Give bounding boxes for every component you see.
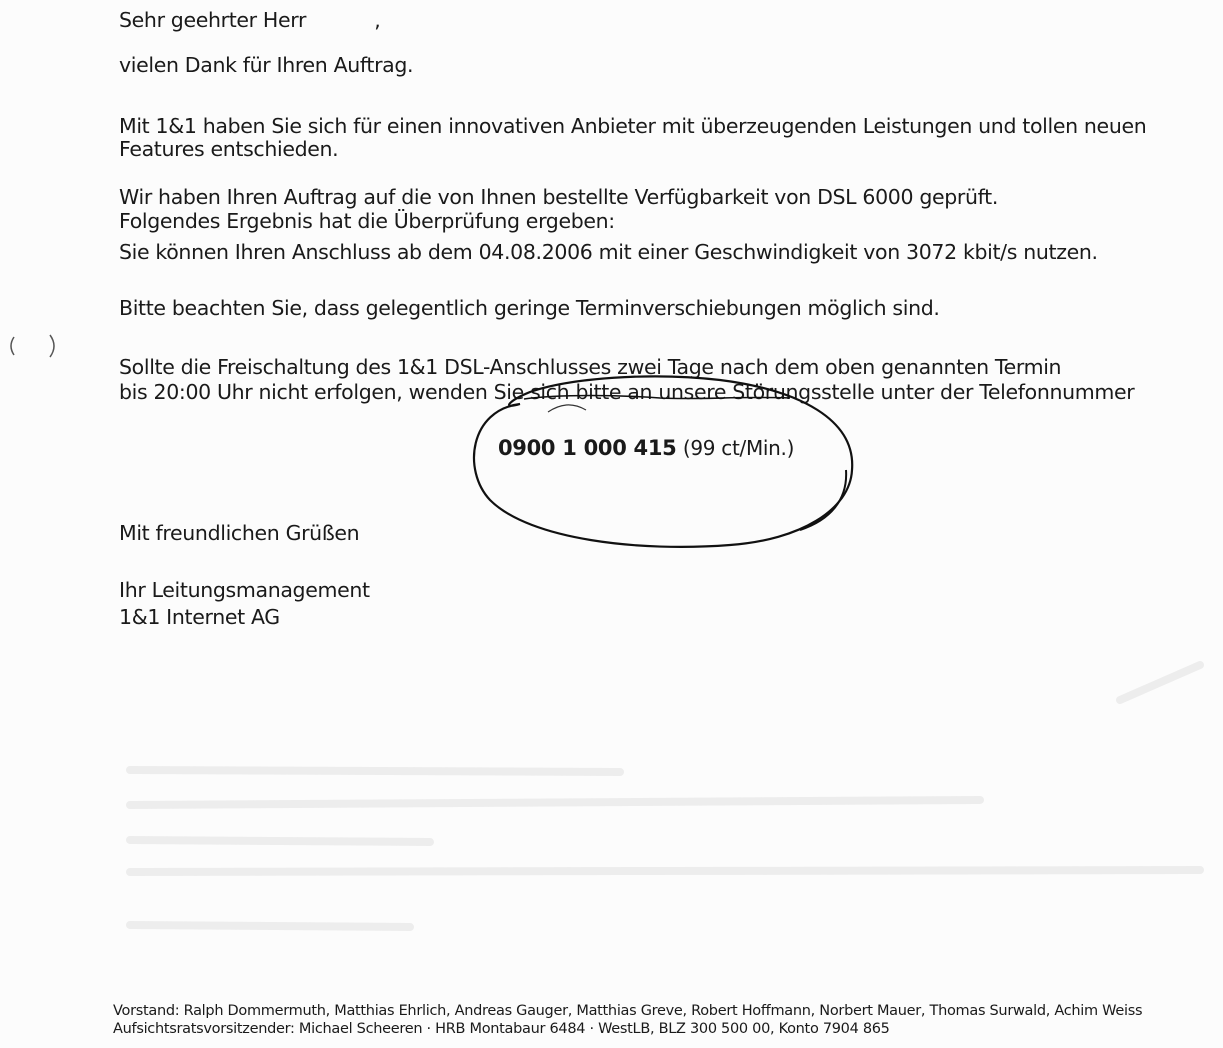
para1-line1: Mit 1&1 haben Sie sich für einen innovativen Anbieter mit überzeugenden Leistungen und tollen neuen: [119, 114, 1147, 138]
closing: Mit freundlichen Grüßen: [119, 521, 360, 545]
para3-line: Bitte beachten Sie, dass gelegentlich geringe Terminverschiebungen möglich sind.: [119, 296, 940, 320]
para4-line2: bis 20:00 Uhr nicht erfolgen, wenden Sie sich bitte an unsere Störungsstelle unter der Telefonnummer: [119, 380, 1135, 404]
redacted-name: [312, 11, 374, 31]
signature-line1: Ihr Leitungsmanagement: [119, 578, 370, 602]
thanks-line: vielen Dank für Ihren Auftrag.: [119, 53, 414, 77]
para1-line2: Features entschieden.: [119, 137, 339, 161]
signature-line2: 1&1 Internet AG: [119, 605, 280, 629]
punch-hole-mark: [6, 331, 60, 361]
para2-line2: Folgendes Ergebnis hat die Überprüfung ergeben:: [119, 209, 615, 233]
salutation: Sehr geehrter Herr: [119, 8, 307, 32]
para2-line1: Wir haben Ihren Auftrag auf die von Ihnen bestellte Verfügbarkeit von DSL 6000 geprüft.: [119, 185, 999, 209]
para4-line1: Sollte die Freischaltung des 1&1 DSL-Anschlusses zwei Tage nach dem oben genannten Termin: [119, 355, 1062, 379]
hotline-number: 0900 1 000 415: [498, 436, 677, 460]
salutation-comma: ,: [374, 8, 381, 32]
footer-board: Vorstand: Ralph Dommermuth, Matthias Ehrlich, Andreas Gauger, Matthias Greve, Robert Hoffmann, Norbert Mauer, Thomas Surwald, Achim Weiss: [113, 1003, 1143, 1019]
salutation-line: [119, 7, 380, 33]
hotline-price: (99 ct/Min.): [682, 436, 795, 460]
footer-supervisory: Aufsichtsratsvorsitzender: Michael Scheeren · HRB Montabaur 6484 · WestLB, BLZ 300 500 00, Konto 7904 865: [113, 1021, 890, 1037]
hotline: [498, 436, 794, 460]
para2-line3: Sie können Ihren Anschluss ab dem 04.08.2006 mit einer Geschwindigkeit von 3072 kbit/s nutzen.: [119, 240, 1098, 264]
